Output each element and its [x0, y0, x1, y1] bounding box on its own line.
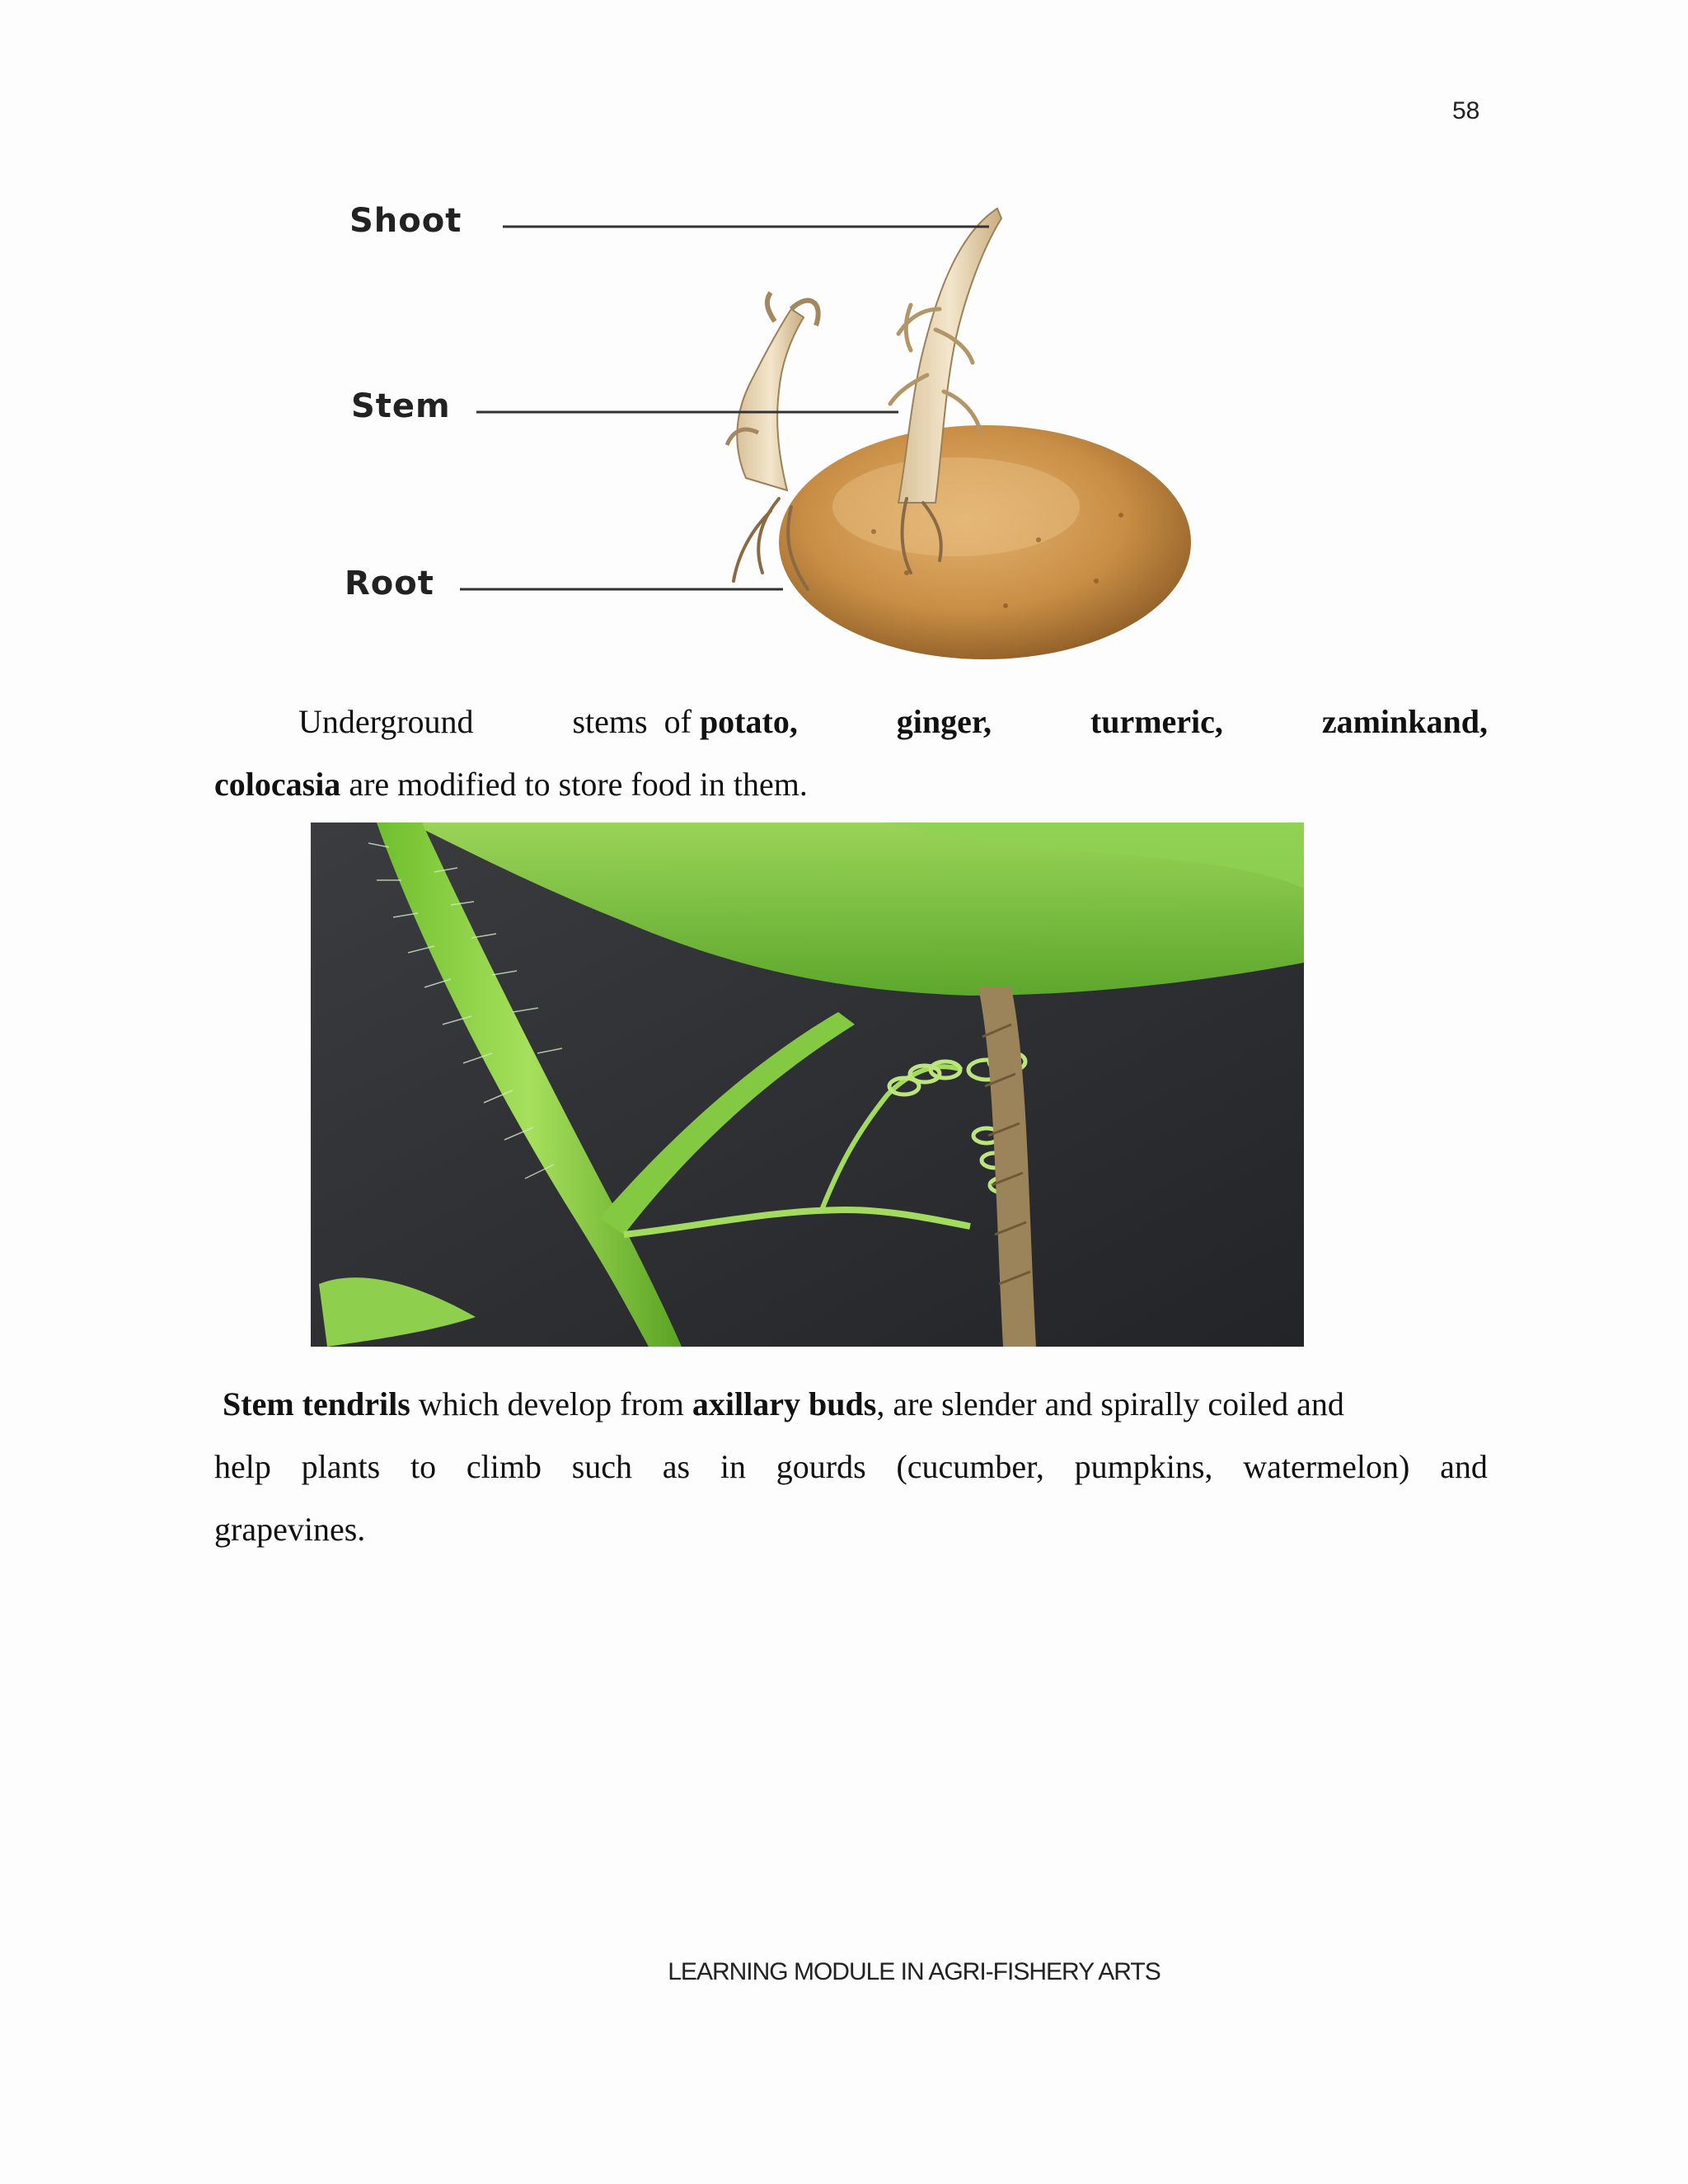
- word: watermelon): [1243, 1448, 1410, 1485]
- text-potato: potato,: [699, 703, 798, 740]
- text-line-2: [214, 1436, 1488, 1498]
- word: help: [214, 1448, 271, 1485]
- root-label: Root: [345, 565, 434, 602]
- word: (cucumber,: [896, 1448, 1044, 1485]
- page-number: 58: [1452, 97, 1480, 124]
- text-modified-sentence: are modified to store food in them.: [340, 766, 808, 803]
- word: as: [662, 1448, 691, 1485]
- word: pumpkins,: [1074, 1448, 1213, 1485]
- paragraph-stem-tendrils: [214, 1373, 1488, 1561]
- word: gourds: [776, 1448, 866, 1485]
- stem-label: Stem: [351, 387, 451, 425]
- word: such: [571, 1448, 633, 1485]
- word: to: [410, 1448, 437, 1485]
- word: climb: [466, 1448, 542, 1485]
- potato-sprout-figure: [330, 185, 1253, 688]
- page-footer: LEARNING MODULE IN AGRI-FISHERY ARTS: [668, 1958, 1160, 1985]
- text-turmeric: turmeric,: [1090, 703, 1223, 740]
- tendril-illustration: [311, 823, 1304, 1347]
- text-axillary-buds: axillary buds: [692, 1385, 877, 1422]
- shoot-label: Shoot: [349, 202, 462, 240]
- text-stem-tendrils: Stem tendrils: [223, 1385, 410, 1422]
- paragraph-underground-stems: [214, 691, 1488, 816]
- text-underground: Underground: [298, 703, 474, 740]
- stem-sprout: [737, 309, 804, 490]
- text-slender-coiled: , are slender and spirally coiled and: [876, 1385, 1344, 1422]
- text-ginger: ginger,: [896, 703, 992, 740]
- tendril-photo: [311, 823, 1304, 1347]
- text-zaminkand: zaminkand,: [1321, 703, 1488, 740]
- word: plants: [301, 1448, 381, 1485]
- word: and: [1440, 1448, 1488, 1485]
- text-stems: stems: [572, 703, 648, 740]
- text-colocasia: colocasia: [214, 766, 341, 803]
- text-develop-from: which develop from: [410, 1385, 692, 1422]
- text-of: of: [663, 703, 692, 740]
- potato-illustration: [330, 185, 1253, 688]
- text-grapevines: grapevines.: [214, 1511, 366, 1548]
- word: in: [720, 1448, 747, 1485]
